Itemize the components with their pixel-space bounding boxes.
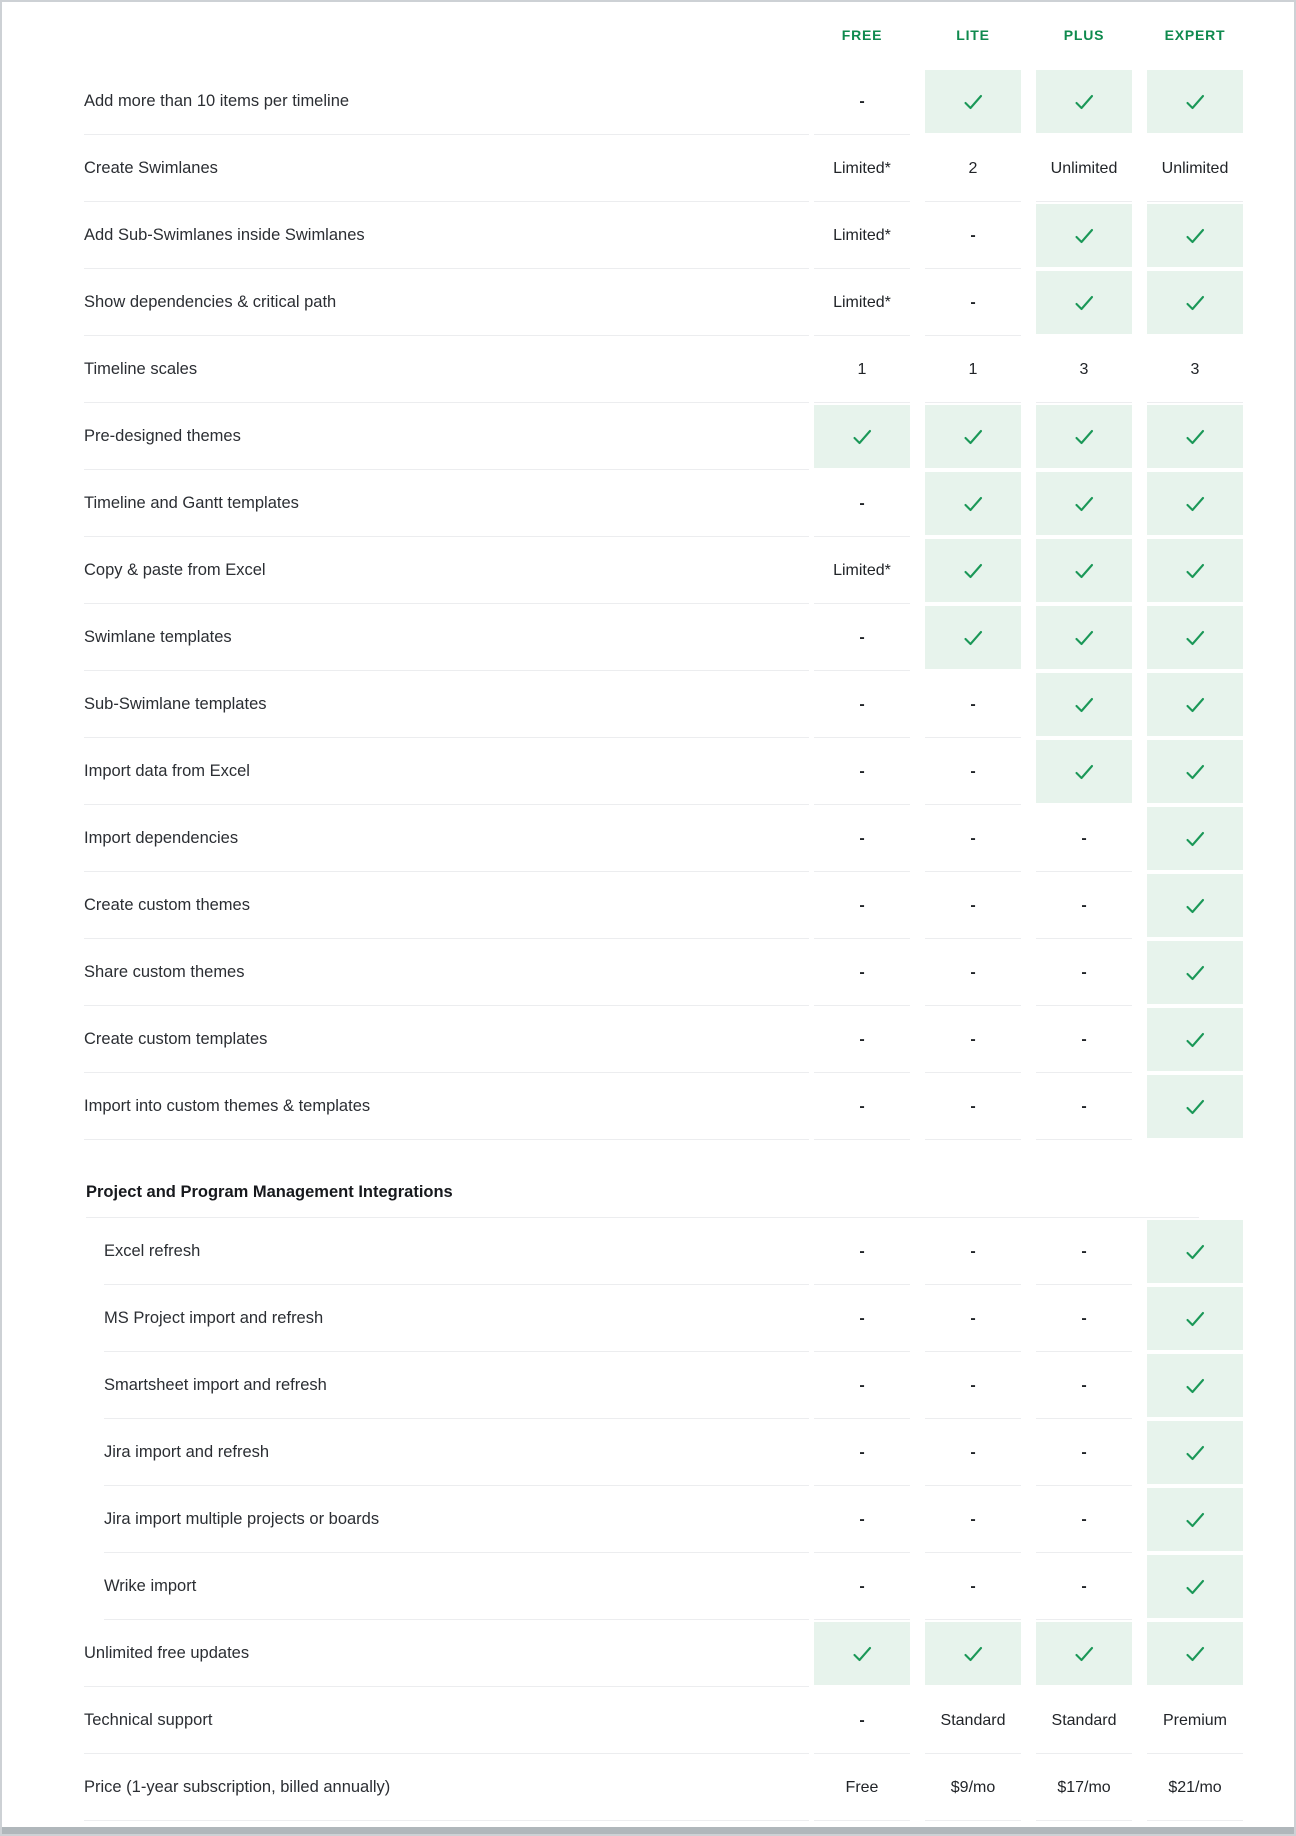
- not-included-dash: -: [814, 604, 910, 671]
- included-check-cell: [1036, 606, 1132, 669]
- not-included-dash: -: [925, 1352, 1021, 1419]
- plan-value-cell: Standard: [925, 1687, 1021, 1754]
- plan-value-cell: Limited*: [814, 202, 910, 269]
- feature-row: [2, 135, 1294, 202]
- not-included-dash: -: [925, 1285, 1021, 1352]
- not-included-dash: -: [925, 1486, 1021, 1553]
- feature-row: [2, 738, 1294, 805]
- not-included-dash: -: [925, 1419, 1021, 1486]
- feature-label: Timeline scales: [2, 336, 799, 403]
- check-icon: [1182, 625, 1208, 651]
- plan-value-cell: [1147, 872, 1243, 939]
- check-icon: [960, 424, 986, 450]
- check-icon: [1182, 1440, 1208, 1466]
- plan-value-cell: [1147, 604, 1243, 671]
- plan-value-cell: Limited*: [814, 537, 910, 604]
- check-icon: [1071, 424, 1097, 450]
- included-check-cell: [1147, 1220, 1243, 1283]
- not-included-dash: -: [814, 738, 910, 805]
- not-included-dash: -: [925, 1553, 1021, 1620]
- included-check-cell: [925, 472, 1021, 535]
- included-check-cell: [1147, 204, 1243, 267]
- not-included-dash: -: [814, 1285, 910, 1352]
- included-check-cell: [1147, 673, 1243, 736]
- included-check-cell: [1147, 1622, 1243, 1685]
- plan-value-cell: [1036, 403, 1132, 470]
- plan-value-cell: [925, 470, 1021, 537]
- included-check-cell: [1147, 1287, 1243, 1350]
- not-included-dash: -: [1036, 1352, 1132, 1419]
- included-check-cell: [1147, 874, 1243, 937]
- not-included-dash: -: [925, 671, 1021, 738]
- plan-value-cell: [1147, 202, 1243, 269]
- plan-value-cell: [1147, 805, 1243, 872]
- included-check-cell: [925, 539, 1021, 602]
- check-icon: [1071, 759, 1097, 785]
- plan-value-cell: [1147, 403, 1243, 470]
- check-icon: [1071, 692, 1097, 718]
- included-check-cell: [1147, 70, 1243, 133]
- plan-value-cell: [1147, 1218, 1243, 1285]
- plan-value-cell: Unlimited: [1147, 135, 1243, 202]
- plan-value-cell: [1147, 537, 1243, 604]
- not-included-dash: -: [814, 1218, 910, 1285]
- plan-value-cell: 1: [925, 336, 1021, 403]
- feature-row: [2, 1419, 1294, 1486]
- check-icon: [1182, 1239, 1208, 1265]
- feature-label: Add more than 10 items per timeline: [2, 68, 799, 135]
- not-included-dash: -: [1036, 1486, 1132, 1553]
- plan-header-lite: LITE: [956, 27, 990, 43]
- check-icon: [1182, 1373, 1208, 1399]
- feature-rows-container: [2, 68, 1294, 1821]
- feature-label: Unlimited free updates: [2, 1620, 799, 1687]
- feature-label: Create custom templates: [2, 1006, 799, 1073]
- included-check-cell: [1036, 204, 1132, 267]
- included-check-cell: [1147, 405, 1243, 468]
- feature-row: [2, 1553, 1294, 1620]
- not-included-dash: -: [1036, 939, 1132, 1006]
- check-icon: [1071, 1641, 1097, 1667]
- check-icon: [1071, 89, 1097, 115]
- plan-value-cell: [1147, 1285, 1243, 1352]
- feature-label: Wrike import: [2, 1553, 799, 1620]
- feature-row: [2, 336, 1294, 403]
- included-check-cell: [925, 606, 1021, 669]
- not-included-dash: -: [925, 269, 1021, 336]
- feature-label: Timeline and Gantt templates: [2, 470, 799, 537]
- plan-value-cell: [1036, 68, 1132, 135]
- feature-label: Create Swimlanes: [2, 135, 799, 202]
- check-icon: [1182, 1306, 1208, 1332]
- included-check-cell: [1147, 1354, 1243, 1417]
- section-title: Project and Program Management Integrations: [2, 1140, 1294, 1218]
- check-icon: [1182, 1641, 1208, 1667]
- check-icon: [1182, 826, 1208, 852]
- plan-value-cell: [1147, 1419, 1243, 1486]
- feature-label: Copy & paste from Excel: [2, 537, 799, 604]
- not-included-dash: -: [814, 671, 910, 738]
- included-check-cell: [1147, 1075, 1243, 1138]
- check-icon: [1182, 893, 1208, 919]
- plan-header-row: [2, 2, 1294, 68]
- check-icon: [1182, 1507, 1208, 1533]
- feature-label: Share custom themes: [2, 939, 799, 1006]
- plan-value-cell: [1036, 269, 1132, 336]
- check-icon: [849, 424, 875, 450]
- included-check-cell: [1036, 472, 1132, 535]
- not-included-dash: -: [925, 1006, 1021, 1073]
- included-check-cell: [814, 1622, 910, 1685]
- plan-header-expert: EXPERT: [1164, 27, 1226, 43]
- check-icon: [1182, 491, 1208, 517]
- plan-value-cell: [814, 1620, 910, 1687]
- plan-value-cell: [1147, 738, 1243, 805]
- plan-value-cell: $9/mo: [925, 1754, 1021, 1821]
- check-icon: [960, 558, 986, 584]
- feature-label: Pre-designed themes: [2, 403, 799, 470]
- not-included-dash: -: [814, 1486, 910, 1553]
- feature-row: [2, 805, 1294, 872]
- plan-value-cell: [1147, 1006, 1243, 1073]
- not-included-dash: -: [1036, 1553, 1132, 1620]
- plan-value-cell: [1147, 1073, 1243, 1140]
- not-included-dash: -: [1036, 1006, 1132, 1073]
- not-included-dash: -: [1036, 1285, 1132, 1352]
- feature-row: [2, 671, 1294, 738]
- check-icon: [1071, 625, 1097, 651]
- check-icon: [849, 1641, 875, 1667]
- plan-value-cell: [1147, 470, 1243, 537]
- included-check-cell: [1036, 271, 1132, 334]
- included-check-cell: [1147, 1421, 1243, 1484]
- check-icon: [1182, 223, 1208, 249]
- not-included-dash: -: [814, 1419, 910, 1486]
- feature-row: [2, 1687, 1294, 1754]
- included-check-cell: [1036, 673, 1132, 736]
- included-check-cell: [1147, 941, 1243, 1004]
- not-included-dash: -: [1036, 1419, 1132, 1486]
- feature-row: [2, 1006, 1294, 1073]
- included-check-cell: [1147, 1555, 1243, 1618]
- not-included-dash: -: [814, 68, 910, 135]
- feature-label: Excel refresh: [2, 1218, 799, 1285]
- plan-value-cell: 3: [1147, 336, 1243, 403]
- plan-value-cell: [1147, 1553, 1243, 1620]
- plan-value-cell: Limited*: [814, 135, 910, 202]
- plan-value-cell: Unlimited: [1036, 135, 1132, 202]
- not-included-dash: -: [925, 1073, 1021, 1140]
- plan-value-cell: [1036, 202, 1132, 269]
- plan-value-cell: $17/mo: [1036, 1754, 1132, 1821]
- feature-label: Swimlane templates: [2, 604, 799, 671]
- check-icon: [960, 625, 986, 651]
- included-check-cell: [1036, 1622, 1132, 1685]
- not-included-dash: -: [925, 738, 1021, 805]
- included-check-cell: [1036, 405, 1132, 468]
- not-included-dash: -: [925, 1218, 1021, 1285]
- not-included-dash: -: [814, 872, 910, 939]
- feature-label: Add Sub-Swimlanes inside Swimlanes: [2, 202, 799, 269]
- section-header-row: [2, 1140, 1294, 1218]
- plan-value-cell: [814, 403, 910, 470]
- not-included-dash: -: [925, 872, 1021, 939]
- feature-row: [2, 872, 1294, 939]
- feature-row: [2, 68, 1294, 135]
- check-icon: [960, 1641, 986, 1667]
- check-icon: [960, 89, 986, 115]
- included-check-cell: [1147, 1488, 1243, 1551]
- plan-value-cell: [1036, 671, 1132, 738]
- not-included-dash: -: [814, 1687, 910, 1754]
- not-included-dash: -: [814, 1006, 910, 1073]
- plan-value-cell: $21/mo: [1147, 1754, 1243, 1821]
- plan-value-cell: [925, 1620, 1021, 1687]
- check-icon: [1071, 223, 1097, 249]
- included-check-cell: [1147, 740, 1243, 803]
- not-included-dash: -: [814, 1352, 910, 1419]
- plan-header-free: FREE: [841, 27, 883, 43]
- plan-value-cell: Standard: [1036, 1687, 1132, 1754]
- feature-row: [2, 269, 1294, 336]
- not-included-dash: -: [814, 470, 910, 537]
- plan-value-cell: [1036, 604, 1132, 671]
- not-included-dash: -: [1036, 1073, 1132, 1140]
- plan-value-cell: [1036, 470, 1132, 537]
- plan-value-cell: Premium: [1147, 1687, 1243, 1754]
- feature-label: Technical support: [2, 1687, 799, 1754]
- feature-label: MS Project import and refresh: [2, 1285, 799, 1352]
- feature-label: Import into custom themes & templates: [2, 1073, 799, 1140]
- feature-label: Smartsheet import and refresh: [2, 1352, 799, 1419]
- plan-value-cell: [1036, 537, 1132, 604]
- not-included-dash: -: [1036, 872, 1132, 939]
- check-icon: [1182, 1027, 1208, 1053]
- not-included-dash: -: [814, 1073, 910, 1140]
- not-included-dash: -: [1036, 805, 1132, 872]
- included-check-cell: [1147, 539, 1243, 602]
- plan-value-cell: [1147, 1486, 1243, 1553]
- check-icon: [960, 491, 986, 517]
- check-icon: [1182, 89, 1208, 115]
- included-check-cell: [1036, 740, 1132, 803]
- not-included-dash: -: [925, 939, 1021, 1006]
- feature-row: [2, 604, 1294, 671]
- check-icon: [1182, 1094, 1208, 1120]
- feature-label: Import data from Excel: [2, 738, 799, 805]
- not-included-dash: -: [925, 805, 1021, 872]
- plan-value-cell: [925, 604, 1021, 671]
- plan-value-cell: [1147, 1352, 1243, 1419]
- check-icon: [1182, 960, 1208, 986]
- feature-row: [2, 1620, 1294, 1687]
- feature-label: Price (1-year subscription, billed annually): [2, 1754, 799, 1821]
- not-included-dash: -: [1036, 1218, 1132, 1285]
- check-icon: [1182, 692, 1208, 718]
- included-check-cell: [1147, 271, 1243, 334]
- plan-value-cell: [925, 68, 1021, 135]
- not-included-dash: -: [925, 202, 1021, 269]
- included-check-cell: [1036, 70, 1132, 133]
- feature-row: [2, 1754, 1294, 1821]
- plan-value-cell: [925, 403, 1021, 470]
- check-icon: [1071, 491, 1097, 517]
- feature-label: Import dependencies: [2, 805, 799, 872]
- feature-label: Sub-Swimlane templates: [2, 671, 799, 738]
- plan-value-cell: 1: [814, 336, 910, 403]
- check-icon: [1182, 424, 1208, 450]
- not-included-dash: -: [814, 805, 910, 872]
- feature-row: [2, 939, 1294, 1006]
- check-icon: [1071, 558, 1097, 584]
- plan-value-cell: [925, 537, 1021, 604]
- included-check-cell: [1147, 807, 1243, 870]
- feature-label: Jira import and refresh: [2, 1419, 799, 1486]
- included-check-cell: [1147, 472, 1243, 535]
- plan-value-cell: [1147, 68, 1243, 135]
- plan-value-cell: [1147, 939, 1243, 1006]
- feature-row: [2, 1218, 1294, 1285]
- plan-value-cell: [1036, 738, 1132, 805]
- feature-row: [2, 537, 1294, 604]
- bottom-bar: [2, 1827, 1294, 1834]
- included-check-cell: [1036, 539, 1132, 602]
- feature-row: [2, 1486, 1294, 1553]
- check-icon: [1182, 290, 1208, 316]
- check-icon: [1182, 1574, 1208, 1600]
- plan-header-plus: PLUS: [1063, 27, 1105, 43]
- feature-row: [2, 1285, 1294, 1352]
- check-icon: [1182, 759, 1208, 785]
- plan-value-cell: Free: [814, 1754, 910, 1821]
- plan-value-cell: [1147, 671, 1243, 738]
- feature-row: [2, 403, 1294, 470]
- included-check-cell: [925, 405, 1021, 468]
- plan-value-cell: 2: [925, 135, 1021, 202]
- plan-value-cell: 3: [1036, 336, 1132, 403]
- included-check-cell: [925, 70, 1021, 133]
- check-icon: [1182, 558, 1208, 584]
- included-check-cell: [925, 1622, 1021, 1685]
- feature-row: [2, 1352, 1294, 1419]
- plan-value-cell: Limited*: [814, 269, 910, 336]
- feature-label: Create custom themes: [2, 872, 799, 939]
- feature-label: Jira import multiple projects or boards: [2, 1486, 799, 1553]
- feature-row: [2, 470, 1294, 537]
- included-check-cell: [1147, 606, 1243, 669]
- feature-row: [2, 1073, 1294, 1140]
- check-icon: [1071, 290, 1097, 316]
- not-included-dash: -: [814, 1553, 910, 1620]
- plan-value-cell: [1147, 269, 1243, 336]
- feature-label: Show dependencies & critical path: [2, 269, 799, 336]
- included-check-cell: [814, 405, 910, 468]
- feature-row: [2, 202, 1294, 269]
- included-check-cell: [1147, 1008, 1243, 1071]
- plan-value-cell: [1036, 1620, 1132, 1687]
- not-included-dash: -: [814, 939, 910, 1006]
- plan-value-cell: [1147, 1620, 1243, 1687]
